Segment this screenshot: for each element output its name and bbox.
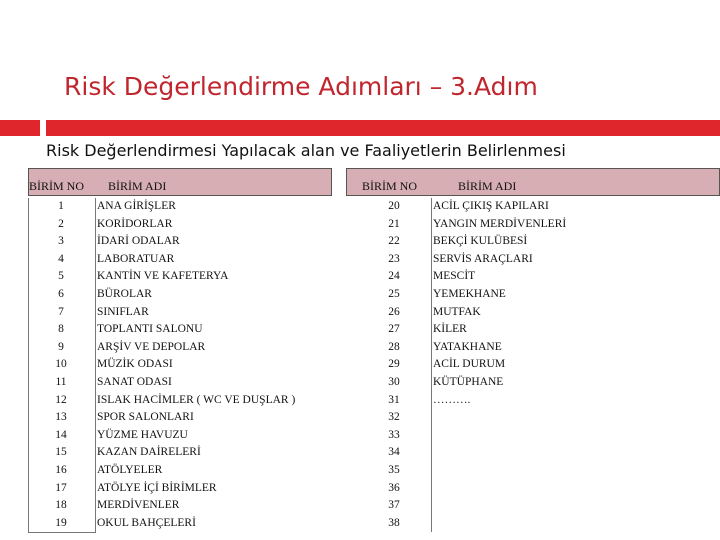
left-header-name: BİRİM ADI (108, 179, 167, 193)
right-row-no: 25 (388, 288, 400, 300)
grid-vline-right-0 (431, 198, 432, 532)
right-row-no: 22 (388, 235, 400, 248)
left-row-no: 7 (58, 305, 64, 318)
left-row-name: KANTİN VE KAFETERYA (97, 270, 229, 283)
right-row-no: 38 (388, 516, 400, 529)
left-row-name: MÜZİK ODASI (97, 358, 173, 371)
grid-vline-left-1 (95, 198, 96, 532)
left-row-name: ATÖLYELER (97, 464, 163, 476)
birim-table (28, 168, 720, 532)
right-row-no: 36 (388, 481, 400, 494)
left-row-no: 19 (55, 516, 67, 529)
left-row-no: 12 (55, 393, 67, 406)
left-row-no: 13 (55, 411, 67, 424)
left-row-no: 14 (55, 428, 67, 441)
accent-bar-left (0, 120, 40, 136)
left-row-name: ANA GİRİŞLER (97, 200, 176, 212)
page-subtitle: Risk Değerlendirmesi Yapılacak alan ve Faaliyetlerin Belirlenmesi (46, 141, 566, 160)
left-row-name: LABORATUAR (97, 252, 175, 265)
left-row-name: KAZAN DAİRELERİ (97, 446, 201, 459)
left-row-no: 16 (55, 464, 67, 476)
left-row-name: SINIFLAR (97, 305, 149, 318)
left-row-name: YÜZME HAVUZU (97, 428, 188, 441)
left-row-no: 11 (55, 376, 67, 388)
right-row-name: YATAKHANE (433, 340, 502, 353)
right-row-name: YEMEKHANE (433, 288, 506, 300)
right-row-no: 28 (388, 340, 400, 353)
left-row-no: 8 (58, 323, 64, 336)
right-row-no: 26 (388, 305, 400, 318)
grid-bottom-line (28, 532, 96, 533)
page-title: Risk Değerlendirme Adımları – 3.Adım (64, 72, 538, 101)
right-row-no: 31 (388, 393, 400, 406)
right-row-no: 35 (388, 464, 400, 476)
left-row-no: 17 (55, 481, 67, 494)
right-row-no: 21 (388, 217, 400, 230)
right-row-name: KÜTÜPHANE (433, 376, 504, 388)
left-row-name: MERDİVENLER (97, 499, 180, 512)
right-row-no: 34 (388, 446, 400, 459)
left-row-no: 5 (58, 270, 64, 283)
right-row-no: 24 (388, 270, 400, 283)
right-row-name: SERVİS ARAÇLARI (433, 252, 533, 265)
left-row-no: 9 (58, 340, 64, 353)
right-header-no: BİRİM NO (362, 179, 418, 193)
left-row-name: ISLAK HACİMLER ( WC VE DUŞLAR ) (97, 393, 296, 406)
left-row-no: 18 (55, 499, 67, 512)
left-header (28, 168, 332, 196)
left-row-no: 15 (55, 446, 67, 459)
right-row-name: MUTFAK (433, 305, 481, 318)
left-row-name: SANAT ODASI (97, 376, 172, 388)
left-row-name: ATÖLYE İÇİ BİRİMLER (97, 481, 217, 494)
left-row-name: SPOR SALONLARI (97, 411, 194, 424)
right-row-no: 33 (388, 428, 400, 441)
left-row-name: KORİDORLAR (97, 217, 173, 230)
right-row-no: 27 (388, 323, 400, 336)
left-row-no: 1 (58, 200, 64, 212)
right-row-no: 32 (388, 411, 400, 424)
left-row-no: 4 (58, 252, 64, 265)
right-row-name: KİLER (433, 323, 467, 336)
right-row-no: 23 (388, 252, 400, 265)
right-row-no: 20 (388, 200, 400, 212)
left-row-no: 10 (55, 358, 67, 371)
right-row-no: 37 (388, 499, 400, 512)
left-row-name: İDARİ ODALAR (97, 235, 180, 248)
right-row-no: 30 (388, 376, 400, 388)
right-row-no: 29 (388, 358, 400, 371)
left-row-no: 2 (58, 217, 64, 230)
right-header (346, 168, 720, 196)
accent-bar-right (46, 120, 720, 136)
left-row-no: 3 (58, 235, 64, 248)
left-row-no: 6 (58, 288, 64, 300)
left-row-name: OKUL BAHÇELERİ (97, 516, 196, 529)
right-row-name: ………. (433, 393, 471, 406)
right-row-name: YANGIN MERDİVENLERİ (433, 217, 567, 230)
right-row-name: BEKÇİ KULÜBESİ (433, 235, 528, 248)
right-header-name: BİRİM ADI (458, 179, 517, 193)
right-row-name: ACİL ÇIKIŞ KAPILARI (433, 200, 549, 212)
right-row-name: MESCİT (433, 270, 476, 283)
left-row-name: TOPLANTI SALONU (97, 323, 203, 336)
left-header-no: BİRİM NO (29, 179, 85, 193)
left-row-name: BÜROLAR (97, 288, 152, 300)
left-row-name: ARŞİV VE DEPOLAR (97, 340, 206, 353)
right-row-name: ACİL DURUM (433, 358, 506, 371)
